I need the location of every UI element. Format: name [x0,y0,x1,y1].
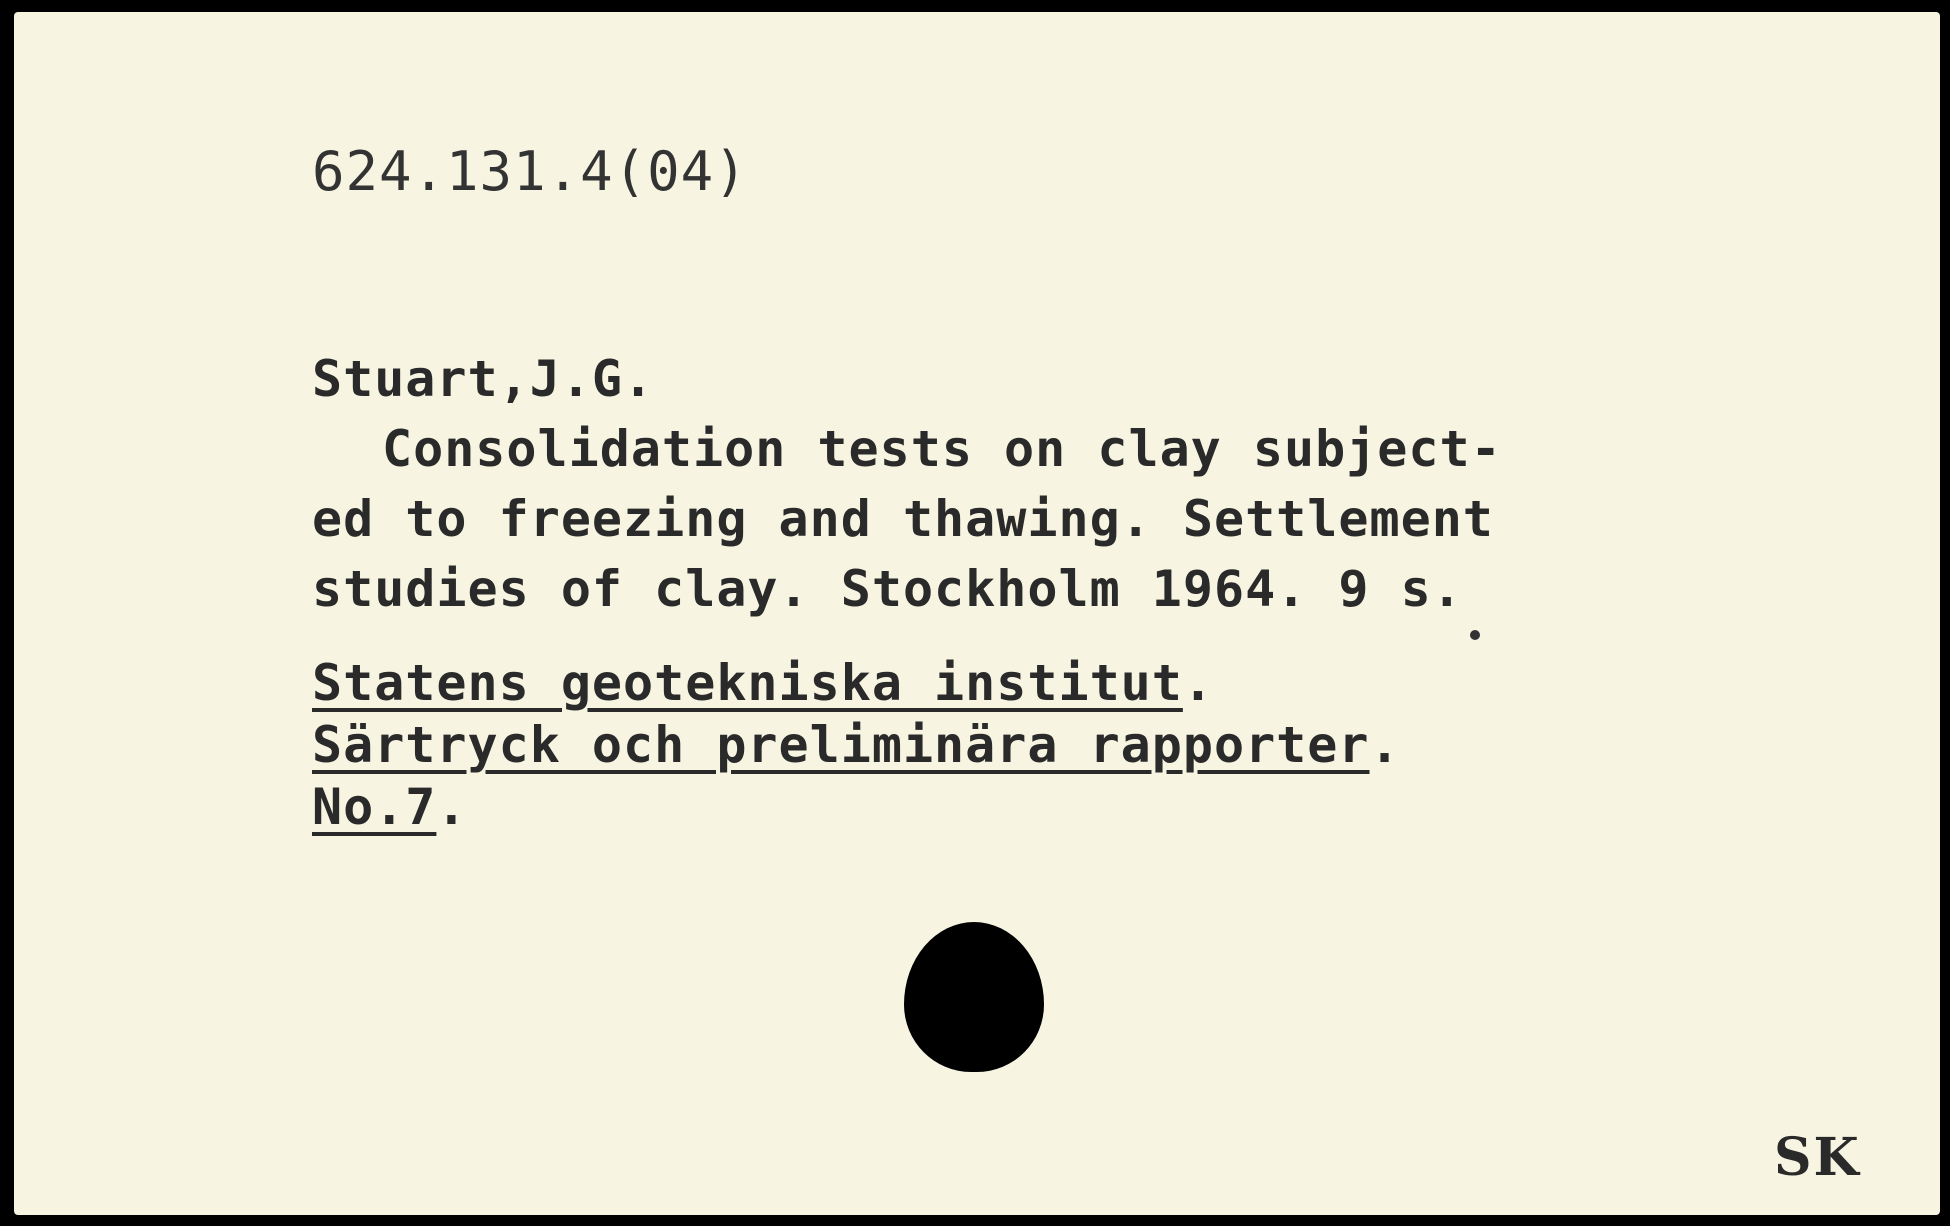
punch-hole [904,922,1044,1072]
series-publisher: Statens geotekniska institut [312,654,1183,712]
classification-number: 624.131.4(04) [312,140,748,203]
series-number: No.7 [312,778,437,836]
bibliographic-entry [312,344,1502,624]
ink-speck [1470,630,1480,640]
title-line-3: studies of clay. Stockholm 1964. 9 s. [312,560,1463,618]
author-name: Stuart,J.G. [312,350,655,408]
catalog-card [14,12,1940,1215]
title-line-2: ed to freezing and thawing. Settlement [312,490,1494,548]
title-line-1: Consolidation tests on clay subject- [382,420,1502,478]
series-statement: Statens geotekniska institut. Särtryck och preliminära rapporter. No.7. [312,654,1401,836]
series-name: Särtryck och preliminära rapporter [312,716,1370,774]
cataloger-initials: SK [1774,1127,1861,1188]
